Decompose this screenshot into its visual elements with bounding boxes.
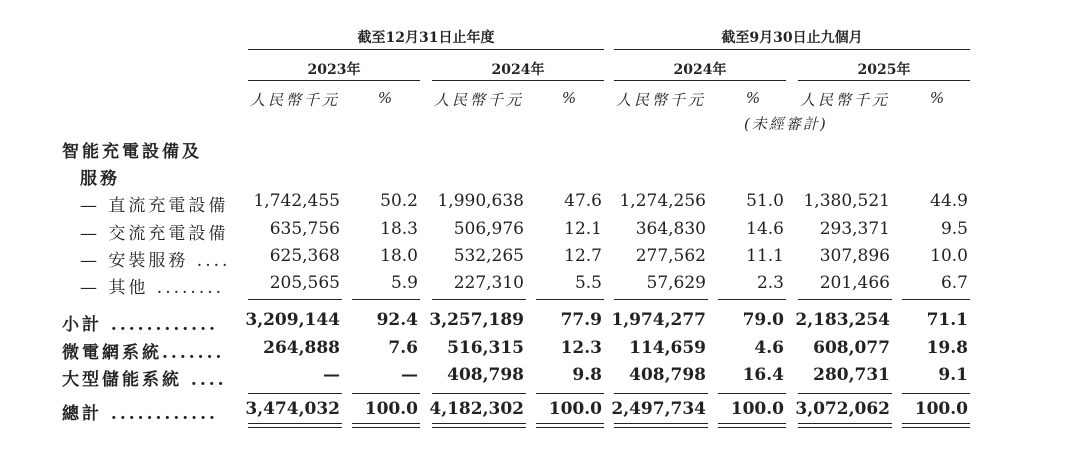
percent-cell: 92.4	[376, 310, 418, 330]
amount-cell: 3,257,189	[429, 310, 524, 330]
percent-cell: 18.3	[380, 219, 418, 239]
year-header-2024-9m: 2024年	[673, 62, 727, 78]
rule-nine-months	[614, 49, 970, 50]
subtotal-rule	[718, 299, 786, 300]
subtotal-rule	[432, 299, 526, 300]
percent-cell: 9.1	[938, 365, 968, 385]
percent-cell: 2.3	[756, 273, 784, 293]
percent-cell: 71.1	[926, 310, 968, 330]
amount-cell: 408,798	[629, 365, 706, 385]
rule-2024	[432, 80, 604, 81]
percent-cell: 11.1	[746, 246, 784, 266]
total-double-rule	[536, 423, 604, 428]
amount-cell: 2,497,734	[611, 399, 706, 419]
pct-label: %	[745, 89, 761, 107]
unit-label: 人民幣千元	[434, 91, 525, 109]
amount-cell: 205,565	[269, 273, 340, 293]
total-double-rule	[718, 423, 786, 428]
total-double-rule	[798, 423, 892, 428]
row-label: 小計 ............	[62, 315, 218, 335]
row-label: — 交流充電設備	[80, 224, 229, 244]
section-title: 智能充電設備及	[62, 142, 202, 162]
subtotal-rule	[536, 299, 604, 300]
total-rule	[902, 393, 970, 394]
amount-cell: 307,896	[819, 246, 890, 266]
percent-cell: 5.5	[574, 273, 602, 293]
percent-cell: 77.9	[560, 310, 602, 330]
period-header-annual: 截至12月31日止年度	[357, 30, 495, 46]
amount-cell: 293,371	[819, 219, 890, 239]
amount-cell: 114,659	[629, 338, 706, 358]
pct-label: %	[929, 89, 945, 107]
section-title-cont: 服務	[80, 169, 120, 189]
rule-2023	[248, 80, 420, 81]
amount-cell: 532,265	[453, 246, 524, 266]
percent-cell: 9.5	[940, 219, 968, 239]
unaudited-note: (未經審計)	[744, 115, 828, 133]
amount-cell: 2,183,254	[795, 310, 890, 330]
period-header-nine-months: 截至9月30日止九個月	[721, 30, 863, 46]
subtotal-rule	[248, 299, 342, 300]
total-double-rule	[432, 423, 526, 428]
rule-2025-9m	[798, 80, 970, 81]
amount-cell: 1,742,455	[253, 191, 340, 211]
total-double-rule	[248, 423, 342, 428]
total-rule	[718, 393, 786, 394]
amount-cell: 3,209,144	[245, 310, 340, 330]
total-double-rule	[902, 423, 970, 428]
percent-cell: 12.3	[560, 338, 602, 358]
rule-annual	[248, 49, 604, 50]
percent-cell: 12.1	[564, 219, 602, 239]
unit-label: 人民幣千元	[616, 91, 707, 109]
percent-cell: 16.4	[742, 365, 784, 385]
percent-cell: —	[401, 365, 418, 385]
amount-cell: 280,731	[813, 365, 890, 385]
percent-cell: 51.0	[746, 191, 784, 211]
pct-label: %	[561, 89, 577, 107]
amount-cell: 264,888	[263, 338, 340, 358]
row-label: 微電網系統.......	[62, 343, 225, 363]
percent-cell: 7.6	[388, 338, 418, 358]
year-header-2025-9m: 2025年	[857, 62, 911, 78]
amount-cell: 608,077	[813, 338, 890, 358]
amount-cell: —	[323, 365, 340, 385]
total-rule	[614, 393, 708, 394]
total-rule	[536, 393, 604, 394]
amount-cell: 1,974,277	[611, 310, 706, 330]
amount-cell: 3,474,032	[245, 399, 340, 419]
row-label: 總計 ............	[62, 404, 218, 424]
percent-cell: 4.6	[754, 338, 784, 358]
subtotal-rule	[614, 299, 708, 300]
amount-cell: 227,310	[453, 273, 524, 293]
amount-cell: 364,830	[635, 219, 706, 239]
percent-cell: 47.6	[564, 191, 602, 211]
subtotal-rule	[798, 299, 892, 300]
total-rule	[352, 393, 420, 394]
amount-cell: 201,466	[819, 273, 890, 293]
total-double-rule	[614, 423, 708, 428]
amount-cell: 506,976	[453, 219, 524, 239]
percent-cell: 14.6	[746, 219, 784, 239]
total-rule	[432, 393, 526, 394]
amount-cell: 408,798	[447, 365, 524, 385]
amount-cell: 635,756	[269, 219, 340, 239]
row-label: — 安裝服務 ....	[80, 251, 231, 271]
amount-cell: 3,072,062	[795, 399, 890, 419]
percent-cell: 12.7	[564, 246, 602, 266]
percent-cell: 100.0	[364, 399, 418, 419]
row-label: — 其他 ........	[80, 278, 225, 298]
unit-label: 人民幣千元	[250, 91, 341, 109]
row-label: — 直流充電設備	[80, 196, 229, 216]
percent-cell: 44.9	[930, 191, 968, 211]
amount-cell: 516,315	[447, 338, 524, 358]
amount-cell: 625,368	[269, 246, 340, 266]
pct-label: %	[377, 89, 393, 107]
year-header-2023: 2023年	[307, 62, 361, 78]
amount-cell: 1,990,638	[437, 191, 524, 211]
amount-cell: 57,629	[646, 273, 706, 293]
percent-cell: 50.2	[380, 191, 418, 211]
year-header-2024: 2024年	[491, 62, 545, 78]
amount-cell: 277,562	[635, 246, 706, 266]
percent-cell: 5.9	[390, 273, 418, 293]
percent-cell: 100.0	[914, 399, 968, 419]
percent-cell: 10.0	[930, 246, 968, 266]
total-double-rule	[352, 423, 420, 428]
subtotal-rule	[902, 299, 970, 300]
row-label: 大型儲能系統 ....	[62, 370, 227, 390]
percent-cell: 6.7	[940, 273, 968, 293]
total-rule	[248, 393, 342, 394]
percent-cell: 100.0	[730, 399, 784, 419]
percent-cell: 100.0	[548, 399, 602, 419]
percent-cell: 9.8	[572, 365, 602, 385]
amount-cell: 1,274,256	[619, 191, 706, 211]
subtotal-rule	[352, 299, 420, 300]
percent-cell: 19.8	[926, 338, 968, 358]
percent-cell: 18.0	[380, 246, 418, 266]
rule-2024-9m	[614, 80, 786, 81]
total-rule	[798, 393, 892, 394]
amount-cell: 1,380,521	[803, 191, 890, 211]
percent-cell: 79.0	[742, 310, 784, 330]
amount-cell: 4,182,302	[429, 399, 524, 419]
unit-label: 人民幣千元	[800, 91, 891, 109]
